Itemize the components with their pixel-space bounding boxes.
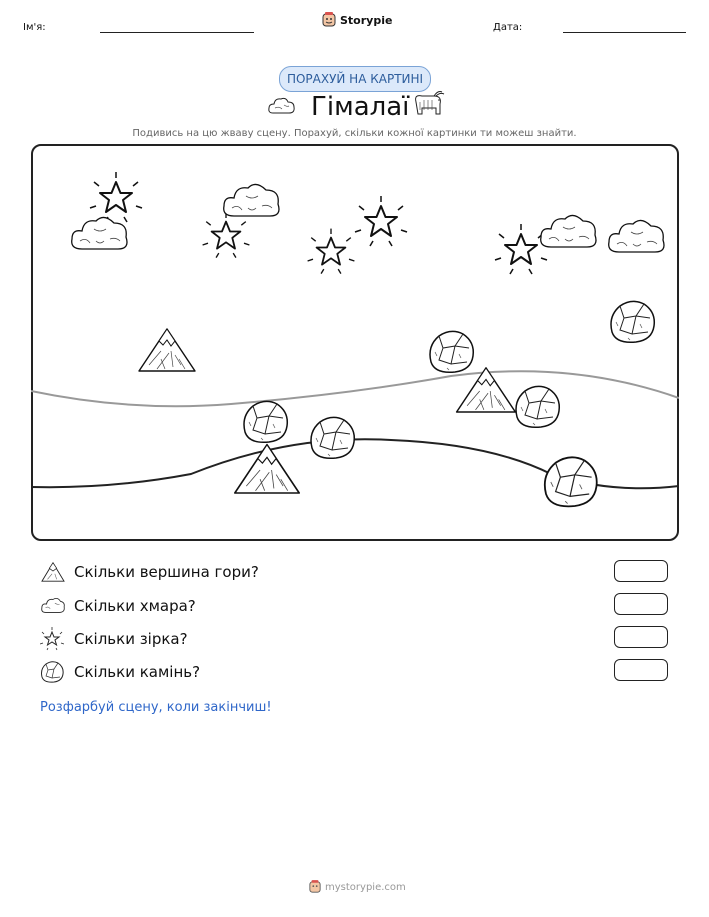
mountain-icon <box>139 329 195 371</box>
rock-icon <box>545 457 597 506</box>
scene-illustration <box>31 144 679 541</box>
answer-box[interactable] <box>614 593 668 615</box>
star-icon <box>355 196 407 246</box>
answer-box[interactable] <box>614 626 668 648</box>
date-field-line[interactable] <box>563 32 686 33</box>
cloud-icon <box>72 217 127 249</box>
brand-name: Storypie <box>340 13 393 27</box>
yak-icon <box>410 88 446 120</box>
star-icon <box>40 627 64 651</box>
footer-url[interactable]: mystorypie.com <box>325 881 406 893</box>
question-text: Скільки вершина гори? <box>74 563 259 581</box>
rock-icon <box>311 417 354 458</box>
footer-brand <box>309 880 406 894</box>
rock-icon <box>430 331 473 372</box>
answer-box[interactable] <box>614 659 668 681</box>
rock-icon <box>611 301 654 342</box>
rock-icon <box>40 660 64 684</box>
page-subtitle: Подивись на цю жваву сцену. Порахуй, скільки кожної картинки ти можеш знайти. <box>132 128 577 139</box>
rock-icon <box>516 386 559 427</box>
answer-box[interactable] <box>614 560 668 582</box>
question-text: Скільки зірка? <box>74 630 188 648</box>
storypie-mascot-icon <box>322 12 336 28</box>
cloud-icon <box>541 215 596 247</box>
cloud-icon <box>224 184 279 216</box>
rock-icon <box>244 401 287 442</box>
question-text: Скільки камінь? <box>74 663 201 681</box>
star-icon <box>90 172 142 222</box>
back-hill-line <box>31 371 679 406</box>
cloud-icon <box>267 95 297 117</box>
cloud-icon <box>40 594 66 616</box>
mountain-icon <box>40 561 66 583</box>
page-title: Гімалаї <box>311 92 410 122</box>
star-icon <box>308 229 355 274</box>
storypie-mascot-icon <box>309 880 321 894</box>
mountain-icon <box>235 445 299 493</box>
star-icon <box>203 213 250 258</box>
worksheet-type-badge: ПОРАХУЙ НА КАРТИНІ <box>279 66 431 92</box>
name-label: Ім'я: <box>23 22 46 33</box>
date-label: Дата: <box>493 22 523 33</box>
name-field-line[interactable] <box>100 32 254 33</box>
coloring-instruction: Розфарбуй сцену, коли закінчиш! <box>40 700 272 715</box>
brand-logo <box>322 12 392 28</box>
question-text: Скільки хмара? <box>74 597 196 615</box>
cloud-icon <box>609 220 664 252</box>
star-icon <box>495 224 547 274</box>
